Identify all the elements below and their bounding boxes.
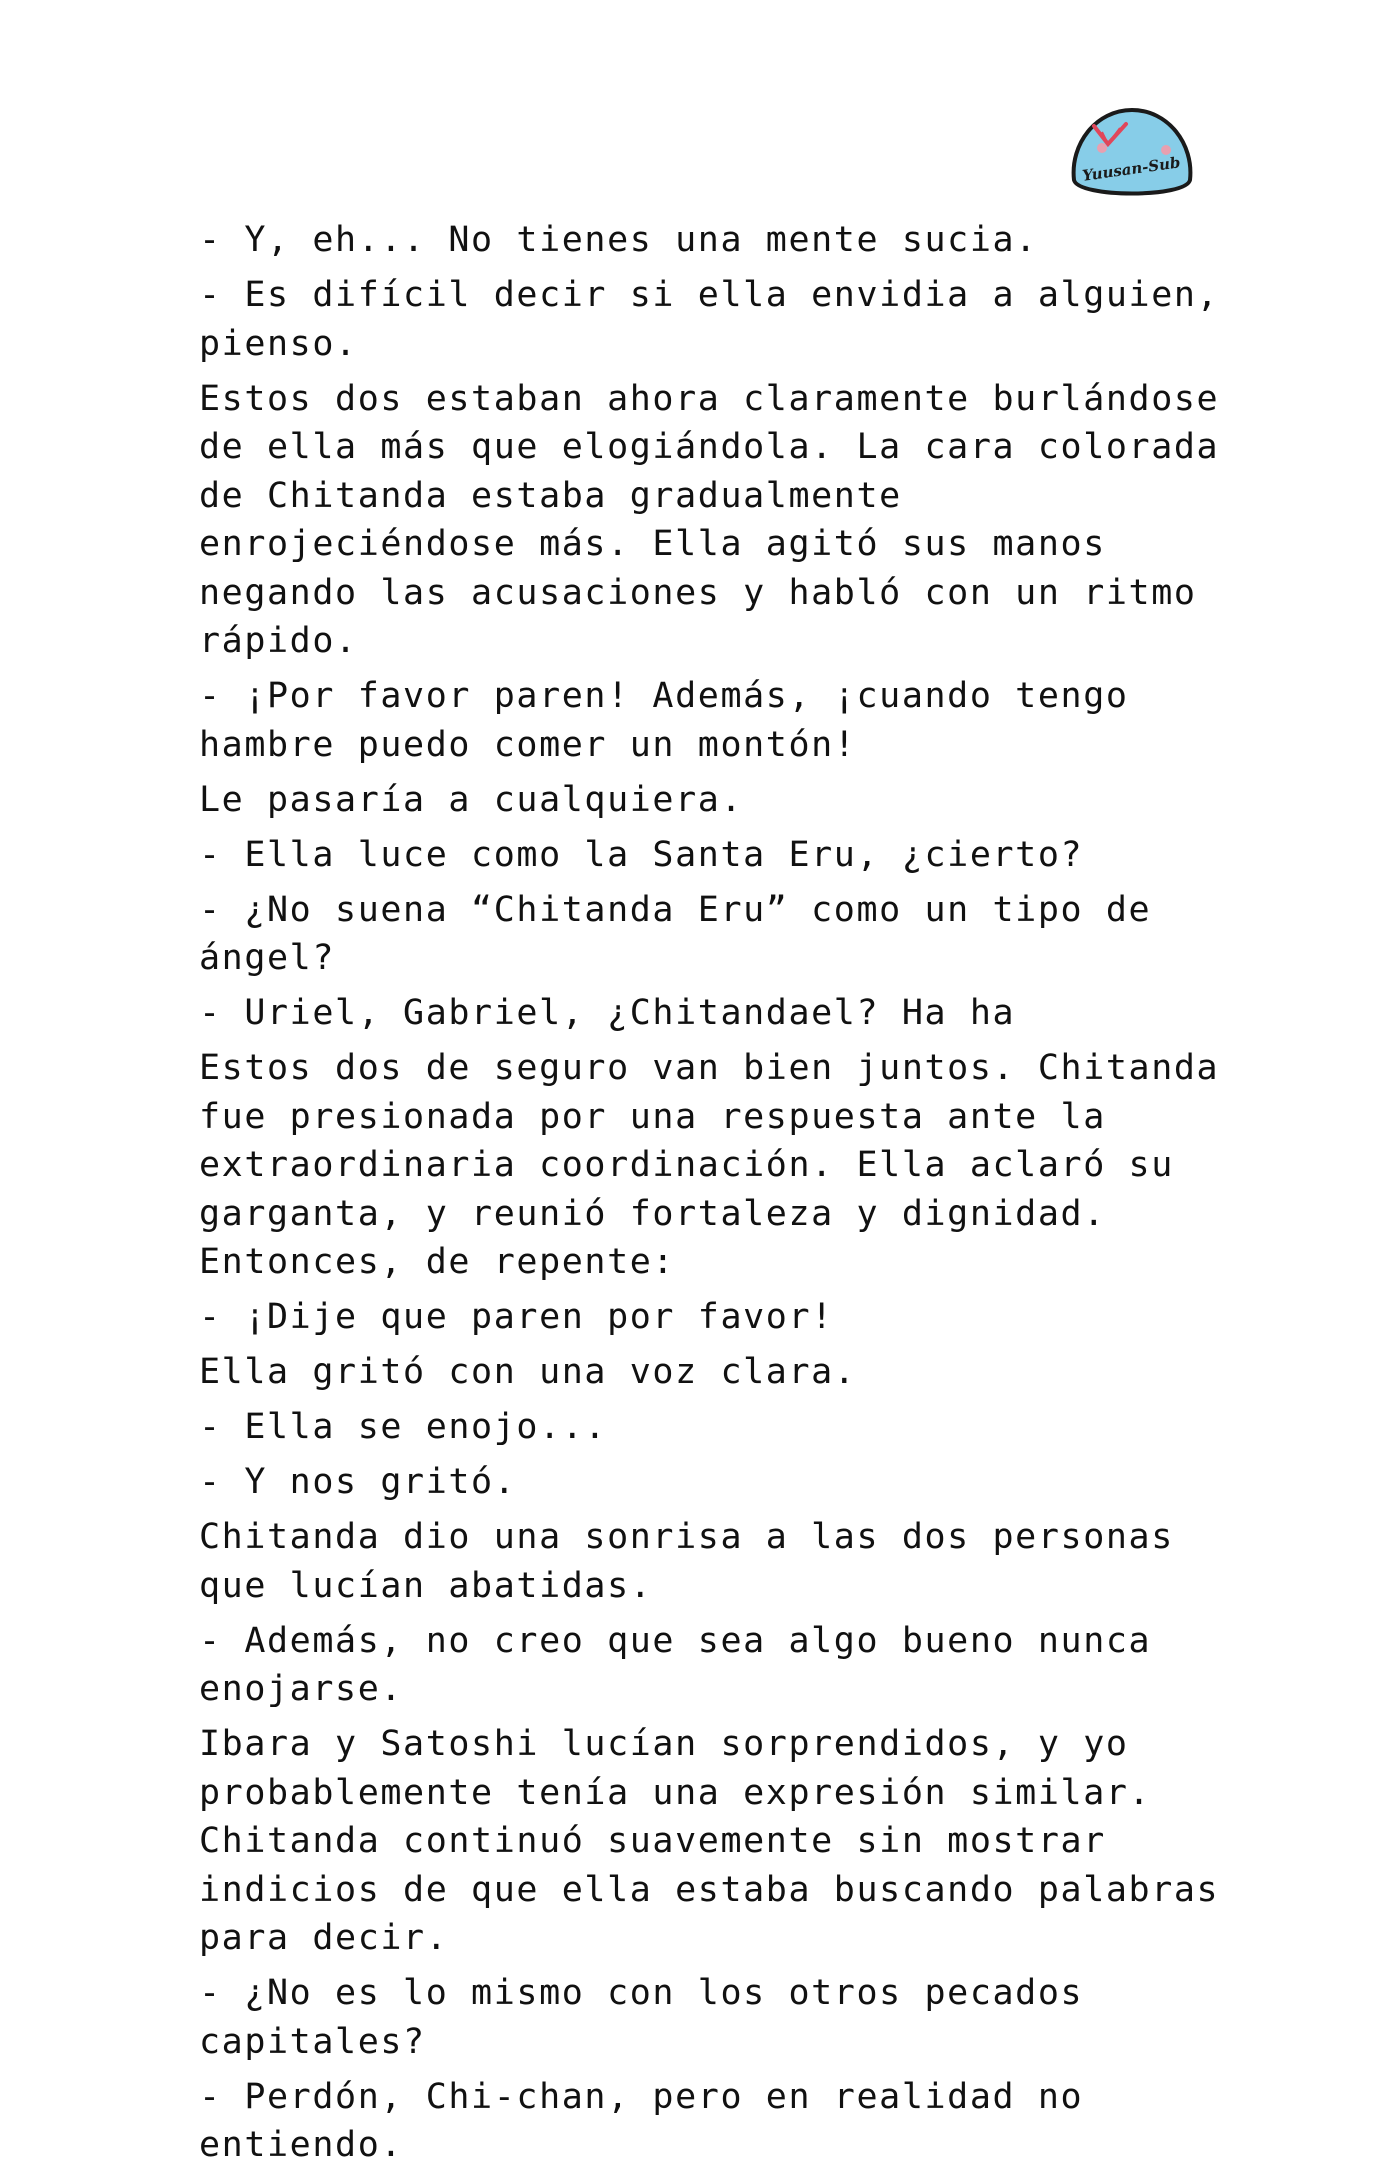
paragraph: Ella gritó con una voz clara. <box>199 1352 857 1392</box>
paragraph: - Perdón, Chi-chan, pero en realidad no entiendo. <box>199 2076 1084 2165</box>
paragraph: - ¡Por favor paren! Además, ¡cuando tengo hambre puedo comer un montón! <box>199 676 1129 765</box>
paragraph: Estos dos estaban ahora claramente burlándose de ella más que elogiándola. La cara colorada de Chitanda estaba gradualmente enrojeciéndose más. Ella agitó sus manos negando las acusaciones y habló con un ritmo rápido. <box>199 378 1220 661</box>
yuusan-sub-logo <box>1068 104 1196 202</box>
paragraph: Chitanda dio una sonrisa a las dos personas que lucían abatidas. <box>199 1517 1174 1606</box>
document-body <box>199 216 1229 2176</box>
paragraph: - Y nos gritó. <box>199 1462 517 1502</box>
paragraph: - ¿No es lo mismo con los otros pecados capitales? <box>199 1973 1084 2062</box>
paragraph: - Ella se enojo... <box>199 1407 608 1447</box>
paragraph: Estos dos de seguro van bien juntos. Chitanda fue presionada por una respuesta ante la extraordinaria coordinación. Ella aclaró su garganta, y reunió fortaleza y dignidad. Entonces, de repente: <box>199 1048 1220 1282</box>
paragraph: - ¡Dije que paren por favor! <box>199 1297 834 1337</box>
logo-text: Yuusan-Sub <box>1081 153 1182 185</box>
paragraph: - Y, eh... No tienes una mente sucia. <box>199 220 1038 260</box>
paragraph: - Ella luce como la Santa Eru, ¿cierto? <box>199 834 1084 875</box>
paragraph: Le pasaría a cualquiera. <box>199 779 744 820</box>
paragraph: - Es difícil decir si ella envidia a alguien, pienso. <box>199 275 1220 364</box>
paragraph: - ¿No suena “Chitanda Eru” como un tipo de ángel? <box>199 889 1152 978</box>
paragraph: - Uriel, Gabriel, ¿Chitandael? Ha ha <box>199 993 1016 1033</box>
paragraph: Ibara y Satoshi lucían sorprendidos, y yo probablemente tenía una expresión similar. Chitanda continuó suavemente sin mostrar indicios de que ella estaba buscando palabras para decir. <box>199 1724 1220 1958</box>
paragraph: - Además, no creo que sea algo bueno nunca enojarse. <box>199 1620 1152 1709</box>
